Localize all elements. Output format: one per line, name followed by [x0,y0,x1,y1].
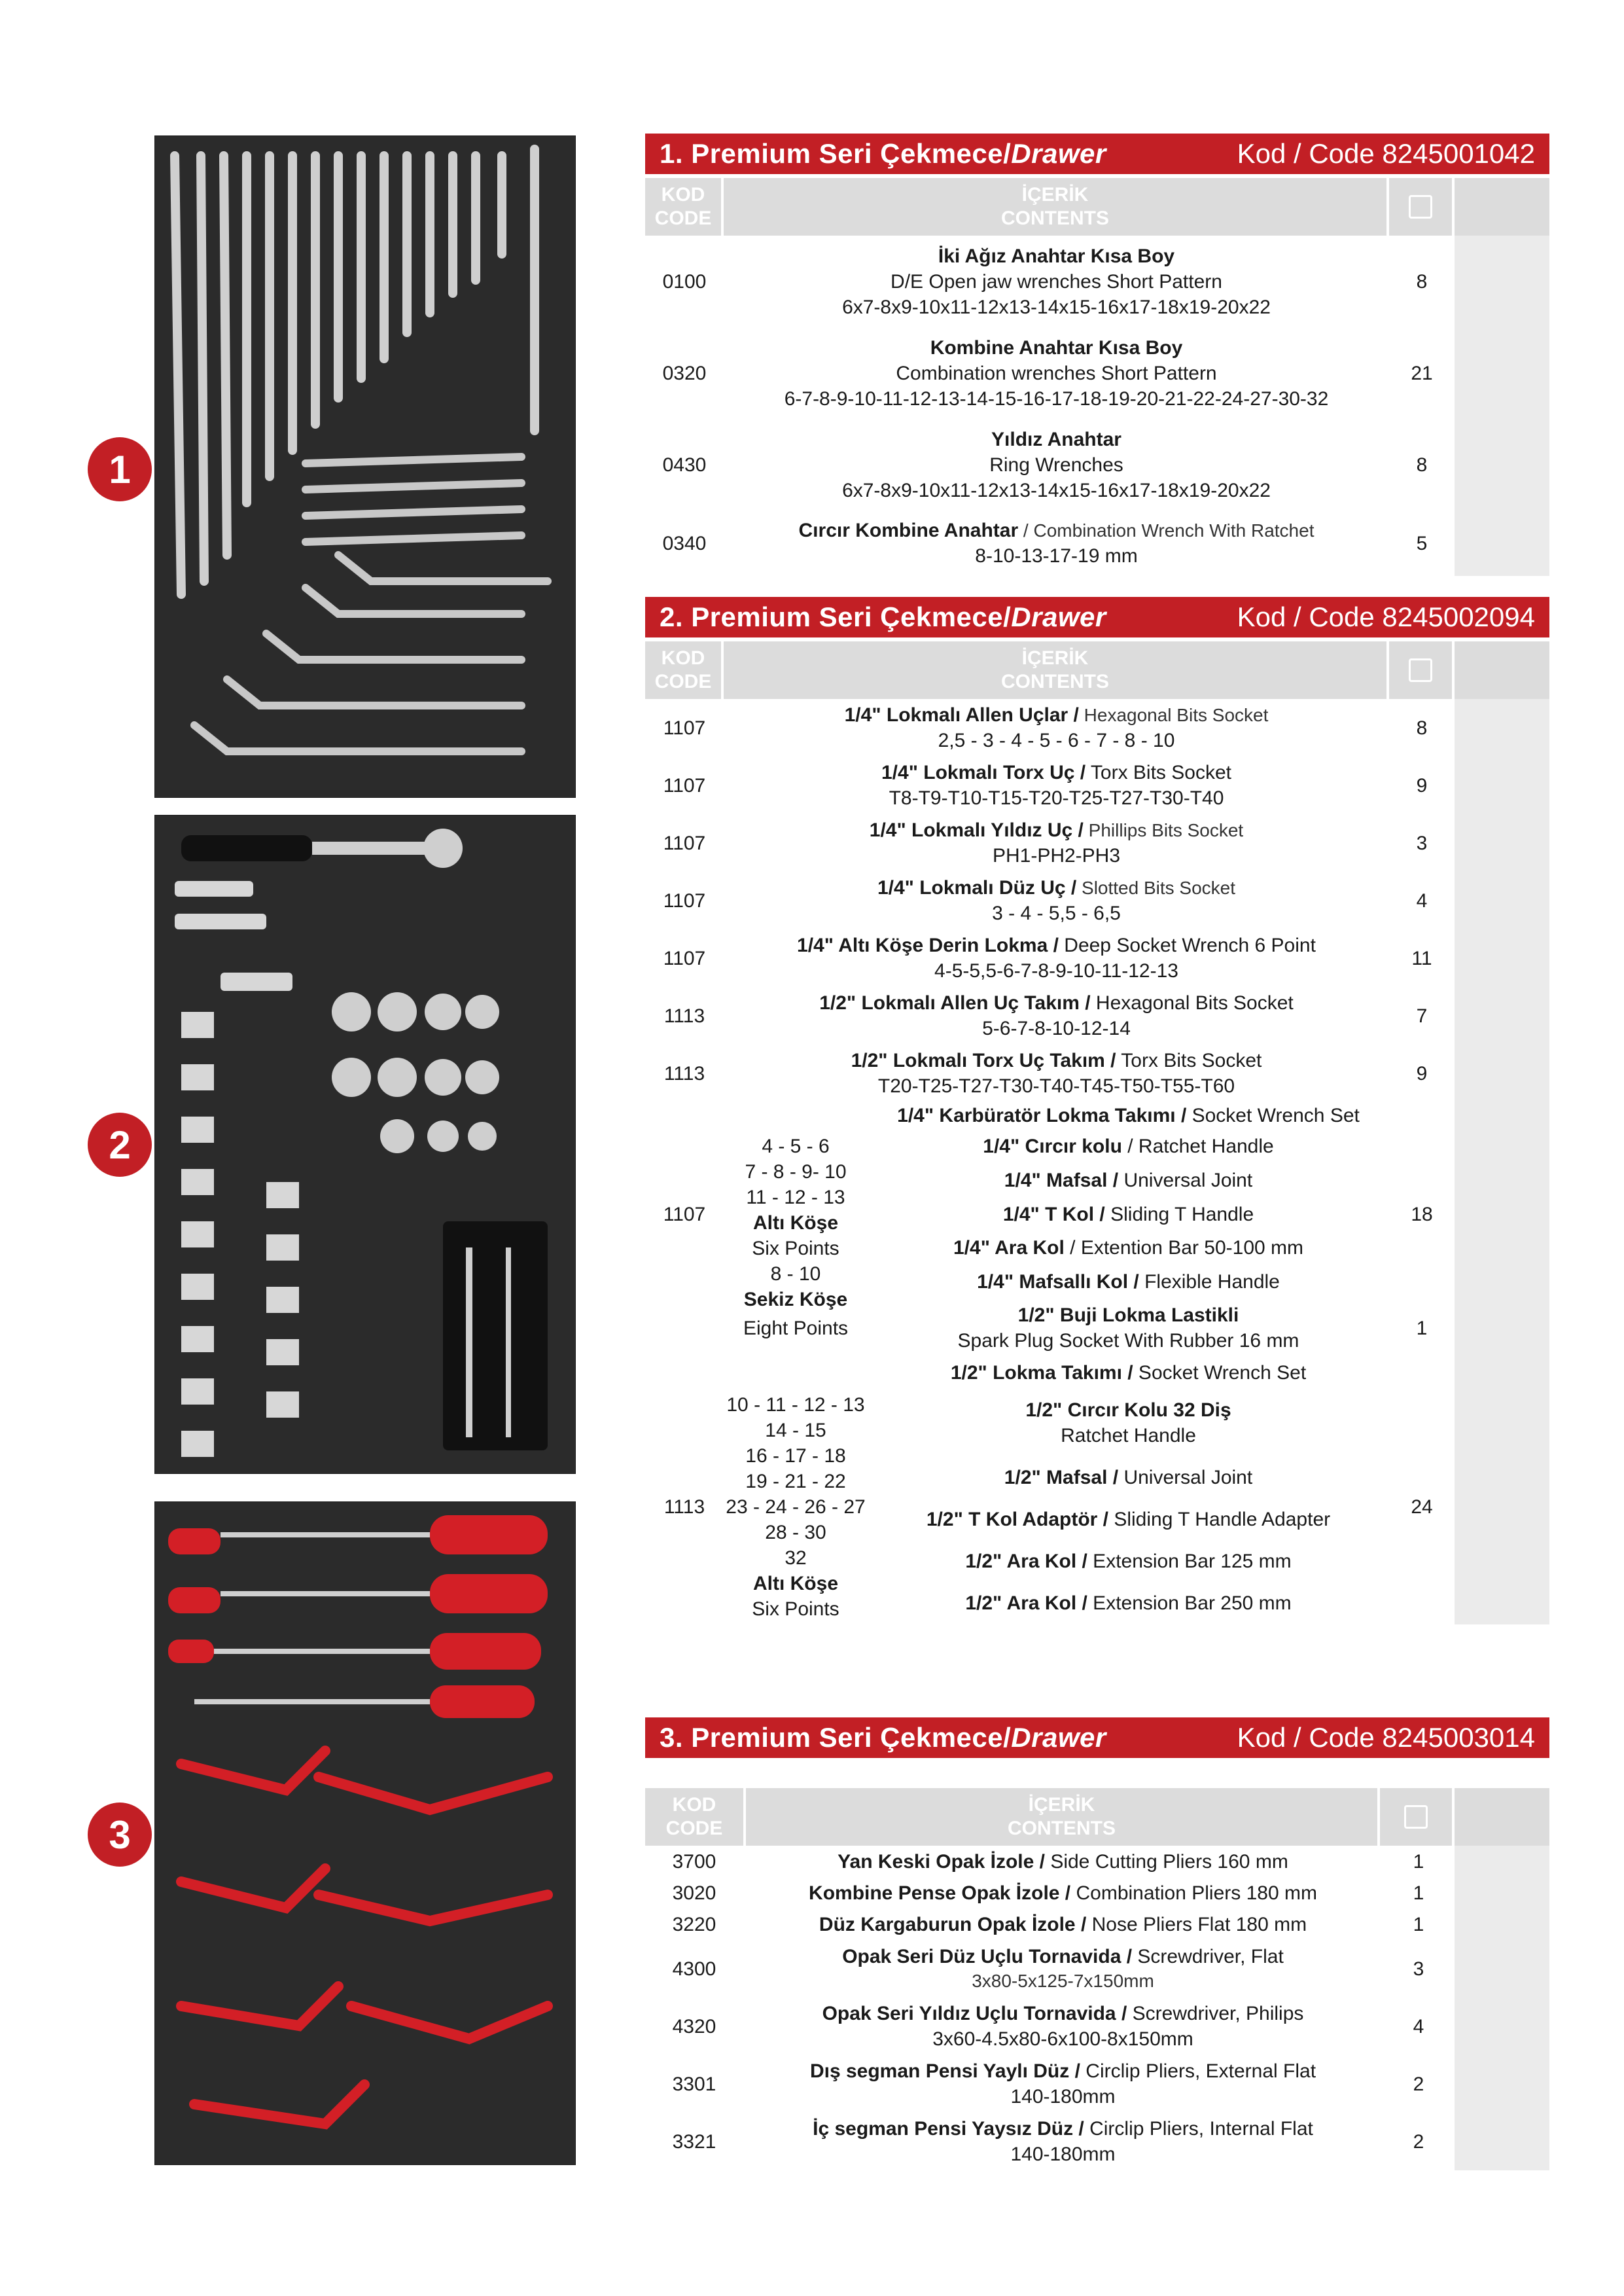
row-desc [743,1849,1383,1874]
col-code-tr: KOD [661,184,705,206]
table-row [645,872,1549,929]
table-row [645,327,1549,419]
row-desc [724,817,1389,869]
row-title-en: Hexagonal Bits Socket [1078,705,1269,725]
size-line: 8 - 10 [770,1263,821,1285]
quantity-box-icon [1409,658,1432,682]
row-title: 1/2" Buji Lokma Lastikli [1017,1304,1239,1326]
set-title: 1/4" Karbüratör Lokma Takımı / [897,1104,1187,1126]
row-stripe [1455,1045,1549,1102]
table-row [645,814,1549,872]
row-desc [724,518,1389,569]
row-line2: 3x60-4.5x80-6x100-8x150mm [932,2028,1193,2050]
list-item [868,1202,1389,1227]
row-desc [724,760,1389,811]
row-qty: 11 [1411,947,1432,969]
row-qty: 1 [1413,1850,1424,1873]
drawer-2-photo [154,815,576,1474]
row-stripe [1455,1102,1549,1128]
col-contents-tr: İÇERİK [1021,647,1089,669]
row-line2: T20-T25-T27-T30-T40-T45-T50-T55-T60 [877,1075,1235,1097]
row-stripe [1455,1300,1549,1356]
row-title-en: Combination Pliers 180 mm [1070,1882,1317,1904]
row-qty: 5 [1416,532,1428,554]
row-title-en: Torx Bits Socket [1086,762,1231,783]
row-code: 1107 [663,774,706,797]
row-stripe [1455,1846,1549,1877]
col-contents-tr: İÇERİK [1028,1794,1095,1816]
table-row [645,1998,1549,2055]
row-stripe [1455,1909,1549,1940]
badge-number: 1 [109,447,131,492]
row-title-en: Phillips Bits Socket [1083,820,1244,840]
section-title [660,1722,1106,1753]
row-qty: 3 [1416,832,1428,854]
row-stripe [1455,872,1549,929]
set-title-en: Socket Wrench Set [1133,1361,1307,1384]
size-line: 32 [785,1547,807,1569]
set-body-row [645,1128,1549,1310]
row-code: 4320 [672,2015,716,2037]
table-row [645,1940,1549,1998]
list-item [868,1134,1389,1159]
row-desc [743,2058,1383,2109]
drawer-badge-2 [88,1113,152,1177]
row-code: 1107 [663,832,706,854]
list-item [868,1590,1389,1616]
row-code: 0340 [662,532,707,554]
row-qty: 2 [1413,2130,1424,2153]
item-title: 1/2" Mafsal / [1004,1466,1119,1488]
drawer-1-section [645,134,1549,576]
row-qty: 1 [1413,1882,1424,1904]
row-title: Kombine Anahtar Kısa Boy [930,336,1183,359]
row-line3: 6-7-8-9-10-11-12-13-14-15-16-17-18-19-20-21-22-24-27-30-32 [784,387,1329,410]
col-contents-en: CONTENTS [1001,207,1109,229]
spacer [645,1758,1549,1788]
row-title-en: Screwdriver, Philips [1127,2003,1304,2024]
set-items [868,1389,1389,1624]
row-title: Kombine Pense Opak İzole / [809,1882,1071,1904]
section-code: Kod / Code 8245002094 [1237,601,1535,632]
row-stripe [1455,2055,1549,2113]
row-title: Yan Keski Opak İzole / [838,1850,1045,1873]
badge-number: 3 [109,1812,131,1857]
size-line: 16 - 17 - 18 [745,1444,846,1467]
row-line2: 8-10-13-17-19 mm [975,545,1138,567]
item-title: 1/4" T Kol / [1002,1203,1105,1225]
size-type: Altı Köşe [752,1572,839,1594]
row-qty: 1 [1416,1317,1428,1339]
col-qty-header [1380,1788,1452,1846]
table-row [645,2055,1549,2113]
set-items [868,1128,1389,1300]
row-title: Opak Seri Yıldız Uçlu Tornavida / [822,2003,1127,2024]
row-stripe [1455,327,1549,419]
size-type-en: Six Points [752,1238,839,1259]
section-code: Kod / Code 8245003014 [1237,1722,1535,1753]
section-code: Kod / Code 8245001042 [1237,138,1535,169]
row-title-en: Hexagonal Bits Socket [1090,992,1294,1014]
table-row [645,929,1549,987]
row-desc [743,1912,1383,1937]
list-item [868,1269,1389,1295]
column-header [645,641,1549,699]
table-row [645,1909,1549,1940]
row-line2: 3x80-5x125-7x150mm [972,1971,1154,1992]
row-line2: PH1-PH2-PH3 [992,845,1121,867]
row-stripe [1455,987,1549,1045]
row-desc [724,427,1389,503]
row-title-en: Torx Bits Socket [1116,1050,1262,1071]
row-title: 1/4" Lokmalı Torx Uç / [881,762,1086,783]
sizes-column [724,1128,868,1310]
col-contents-en: CONTENTS [1008,1818,1116,1839]
row-title: 1/4" Lokmalı Allen Uçlar / [844,704,1079,726]
list-item [868,1168,1389,1193]
row-desc [724,875,1389,926]
table-row [645,1300,1549,1356]
row-title-en: Nose Pliers Flat 180 mm [1086,1913,1307,1935]
size-type: Sekiz Köşe [743,1289,848,1310]
row-desc [724,702,1389,753]
col-contents-header [746,1788,1377,1846]
drawer-2-section [645,597,1549,1624]
row-code: 1107 [663,1203,706,1225]
title-italic: Drawer [1011,601,1106,632]
section-title [660,138,1106,170]
drawer-badge-3 [88,1803,152,1867]
badge-number: 2 [109,1122,131,1167]
section-header [645,597,1549,637]
item-title-en: / Ratchet Handle [1121,1136,1274,1157]
item-title: 1/4" Cırcır kolu [983,1136,1122,1157]
item-title-en: Extension Bar 125 mm [1087,1551,1292,1573]
title-text: 1. Premium Seri Çekmece/ [660,138,1012,169]
row-stripe [1455,1877,1549,1909]
row-line2: Combination wrenches Short Pattern [896,362,1217,384]
rows [645,236,1549,576]
row-stripe [1455,2113,1549,2170]
table-row [645,419,1549,511]
row-qty: 9 [1416,1062,1428,1085]
item-title-en: Universal Joint [1118,1466,1253,1488]
row-qty: 24 [1411,1496,1433,1518]
list-item [868,1465,1389,1490]
row-desc [724,1103,1389,1128]
row-desc [724,1048,1389,1099]
row-line2: Spark Plug Socket With Rubber 16 mm [957,1330,1299,1352]
row-stripe [1455,1356,1549,1389]
row-line3: 6x7-8x9-10x11-12x13-14x15-16x17-18x19-20x22 [842,479,1271,501]
col-contents-en: CONTENTS [1001,671,1109,692]
title-italic: Drawer [1011,1722,1106,1753]
size-line: 11 - 12 - 13 [746,1187,845,1208]
quantity-box-icon [1409,195,1432,219]
item-title-en: Universal Joint [1118,1169,1253,1191]
list-item [868,1235,1389,1261]
rows [645,699,1549,1624]
col-qty-header [1389,178,1452,236]
row-title-en: Circlip Pliers, External Flat [1080,2060,1316,2082]
col-contents-tr: İÇERİK [1021,184,1089,206]
item-title: 1/2" Ara Kol / [965,1592,1087,1615]
row-line2: 4-5-5,5-6-7-8-9-10-11-12-13 [934,960,1178,982]
row-title-en: Circlip Pliers, Internal Flat [1084,2118,1313,2140]
col-blank-header [1455,641,1549,699]
size-line: 7 - 8 - 9- 10 [745,1161,847,1183]
set-title: 1/2" Lokma Takımı / [950,1361,1133,1384]
row-qty: 8 [1416,454,1428,476]
row-code: 1107 [663,717,706,739]
item-title-en: Flexible Handle [1139,1271,1280,1293]
row-title: 1/4" Lokmalı Yıldız Uç / [869,819,1084,841]
item-title-en: Ratchet Handle [1061,1424,1196,1446]
row-title-en: Screwdriver, Flat [1132,1946,1284,1968]
row-code: 3321 [672,2130,716,2153]
row-title: Opak Seri Düz Uçlu Tornavida / [842,1946,1133,1968]
col-qty-header [1389,641,1452,699]
title-italic: Drawer [1011,138,1106,169]
section-title [660,601,1106,633]
col-code-en: CODE [654,207,712,229]
table-row [645,987,1549,1045]
row-title: 1/2" Lokmalı Allen Uç Takım / [819,992,1091,1014]
row-desc [743,1944,1383,1993]
row-qty: 18 [1411,1203,1433,1225]
row-stripe [1455,1128,1549,1300]
row-code: 3220 [672,1913,716,1935]
item-title: 1/4" Mafsal / [1004,1169,1119,1191]
row-title-en: Deep Socket Wrench 6 Point [1058,935,1316,956]
row-code: 1113 [663,1005,705,1027]
row-stripe [1455,814,1549,872]
sizes-six [724,1134,868,1261]
row-title: 1/2" Lokmalı Torx Uç Takım / [851,1050,1116,1071]
row-stripe [1455,1998,1549,2055]
row-code: 1113 [663,1062,705,1085]
size-line: 14 - 15 [765,1419,826,1441]
col-code-tr: KOD [672,1794,716,1816]
row-line3: 6x7-8x9-10x11-12x13-14x15-16x17-18x19-20x22 [842,296,1271,318]
row-qty: 3 [1413,1958,1424,1980]
row-line2: 140-180mm [1010,2144,1116,2165]
col-code-en: CODE [654,671,712,692]
table-row [645,511,1549,576]
list-item [868,1397,1389,1448]
size-type-en: Six Points [752,1598,839,1620]
item-title-en: Sliding T Handle [1104,1203,1254,1225]
row-line2: Ring Wrenches [989,454,1123,476]
drawer-3-photo [154,1501,576,2165]
row-code: 3700 [672,1850,716,1873]
row-line2: 3 - 4 - 5,5 - 6,5 [992,903,1121,924]
item-title: 1/2" Cırcır Kolu 32 Diş [1025,1399,1231,1421]
set-header-row [645,1356,1549,1389]
table-row [645,1846,1549,1877]
row-title: 1/4" Lokmalı Düz Uç / [877,877,1077,899]
row-code: 1107 [663,889,706,912]
item-title-en: Extension Bar 250 mm [1087,1592,1292,1615]
table-row [645,757,1549,814]
row-line2: 2,5 - 3 - 4 - 5 - 6 - 7 - 8 - 10 [938,730,1175,751]
item-title: 1/4" Ara Kol [953,1237,1065,1259]
row-line2: 5-6-7-8-10-12-14 [982,1018,1131,1039]
col-blank-header [1455,1788,1549,1846]
item-title: 1/4" Mafsallı Kol / [977,1271,1139,1293]
row-qty: 4 [1416,889,1428,912]
row-title: İç segman Pensi Yaysız Düz / [813,2118,1084,2140]
row-desc [868,1302,1389,1354]
set-title-en: Socket Wrench Set [1186,1104,1360,1126]
row-desc [743,1880,1383,1906]
item-title-en: / Extention Bar 50-100 mm [1064,1237,1303,1259]
col-code-header [645,1788,743,1846]
row-title: İki Ağız Anahtar Kısa Boy [938,245,1175,267]
col-contents-header [724,641,1386,699]
size-line: 28 - 30 [765,1521,826,1543]
row-line2: 140-180mm [1010,2086,1116,2108]
row-desc [724,933,1389,984]
col-code-header [645,178,721,236]
row-desc [743,2116,1383,2167]
table-row [645,699,1549,757]
item-title: 1/2" Ara Kol / [965,1551,1087,1573]
row-qty: 8 [1416,270,1428,293]
col-code-header [645,641,721,699]
socket-set-image [155,816,575,1473]
table-row [645,1045,1549,1102]
item-title-en: Sliding T Handle Adapter [1108,1508,1331,1530]
drawer-1-photo [154,135,576,798]
row-code: 4300 [672,1958,716,1980]
row-title: Dış segman Pensi Yaylı Düz / [809,2060,1080,2082]
row-desc [743,2001,1383,2052]
row-desc [724,1360,1389,1386]
col-code-tr: KOD [661,647,705,669]
sizes-column [724,1392,868,1622]
row-qty: 2 [1413,2073,1424,2095]
row-stripe [1455,1940,1549,1998]
row-code: 3301 [672,2073,716,2095]
size-line: 23 - 24 - 26 - 27 [726,1496,866,1518]
set-header-row [645,1102,1549,1128]
row-line2: D/E Open jaw wrenches Short Pattern [891,270,1222,293]
pliers-screwdriver-image [155,1502,575,2164]
table-row [645,1877,1549,1909]
row-desc [724,243,1389,320]
row-qty: 7 [1416,1005,1428,1027]
col-code-en: CODE [665,1818,723,1839]
title-text: 2. Premium Seri Çekmece/ [660,601,1012,632]
row-stripe [1455,236,1549,327]
row-title: Cırcır Kombine Anahtar [798,520,1019,541]
size-line: 10 - 11 - 12 - 13 [726,1393,865,1416]
list-item [868,1549,1389,1574]
row-title-en: Slotted Bits Socket [1076,878,1236,898]
row-stripe [1455,511,1549,576]
section-header [645,134,1549,174]
size-type-en: Eight Points [743,1317,849,1339]
row-code: 1107 [663,947,706,969]
row-title-en: / Combination Wrench With Ratchet [1018,520,1315,541]
row-code: 0100 [662,270,707,293]
row-qty: 4 [1413,2015,1424,2037]
list-item [868,1507,1389,1532]
column-header [645,178,1549,236]
row-code: 0430 [662,454,707,476]
row-code: 1113 [663,1496,705,1518]
row-desc [724,990,1389,1041]
row-qty: 9 [1416,774,1428,797]
drawer-badge-1 [88,437,152,501]
column-header [645,1788,1549,1846]
row-stripe [1455,929,1549,987]
row-qty: 1 [1413,1913,1424,1935]
drawer-3-section [645,1717,1549,2170]
row-stripe [1455,699,1549,757]
table-row [645,2113,1549,2170]
row-title: Düz Kargaburun Opak İzole / [819,1913,1087,1935]
set-body-row [645,1389,1549,1624]
row-line2: T8-T9-T10-T15-T20-T25-T27-T30-T40 [889,787,1224,809]
col-blank-header [1455,178,1549,236]
item-title: 1/2" T Kol Adaptör / [926,1508,1108,1530]
table-row [645,236,1549,327]
col-contents-header [724,178,1386,236]
rows [645,1846,1549,2170]
quantity-box-icon [1404,1805,1428,1829]
row-code: 3020 [672,1882,716,1904]
row-stripe [1455,419,1549,511]
row-title-en: Side Cutting Pliers 160 mm [1044,1850,1288,1873]
row-title: Yıldız Anahtar [991,428,1121,450]
row-qty: 8 [1416,717,1428,739]
row-qty: 21 [1411,362,1433,384]
row-code: 0320 [662,362,707,384]
size-line: 4 - 5 - 6 [762,1136,830,1157]
size-type: Altı Köşe [752,1212,839,1234]
title-text: 3. Premium Seri Çekmece/ [660,1722,1012,1753]
row-desc [724,335,1389,412]
row-title: 1/4" Altı Köşe Derin Lokma / [797,935,1059,956]
row-stripe [1455,1389,1549,1624]
wrench-set-image [155,136,575,797]
row-stripe [1455,757,1549,814]
size-line: 19 - 21 - 22 [745,1470,846,1492]
section-header [645,1717,1549,1758]
